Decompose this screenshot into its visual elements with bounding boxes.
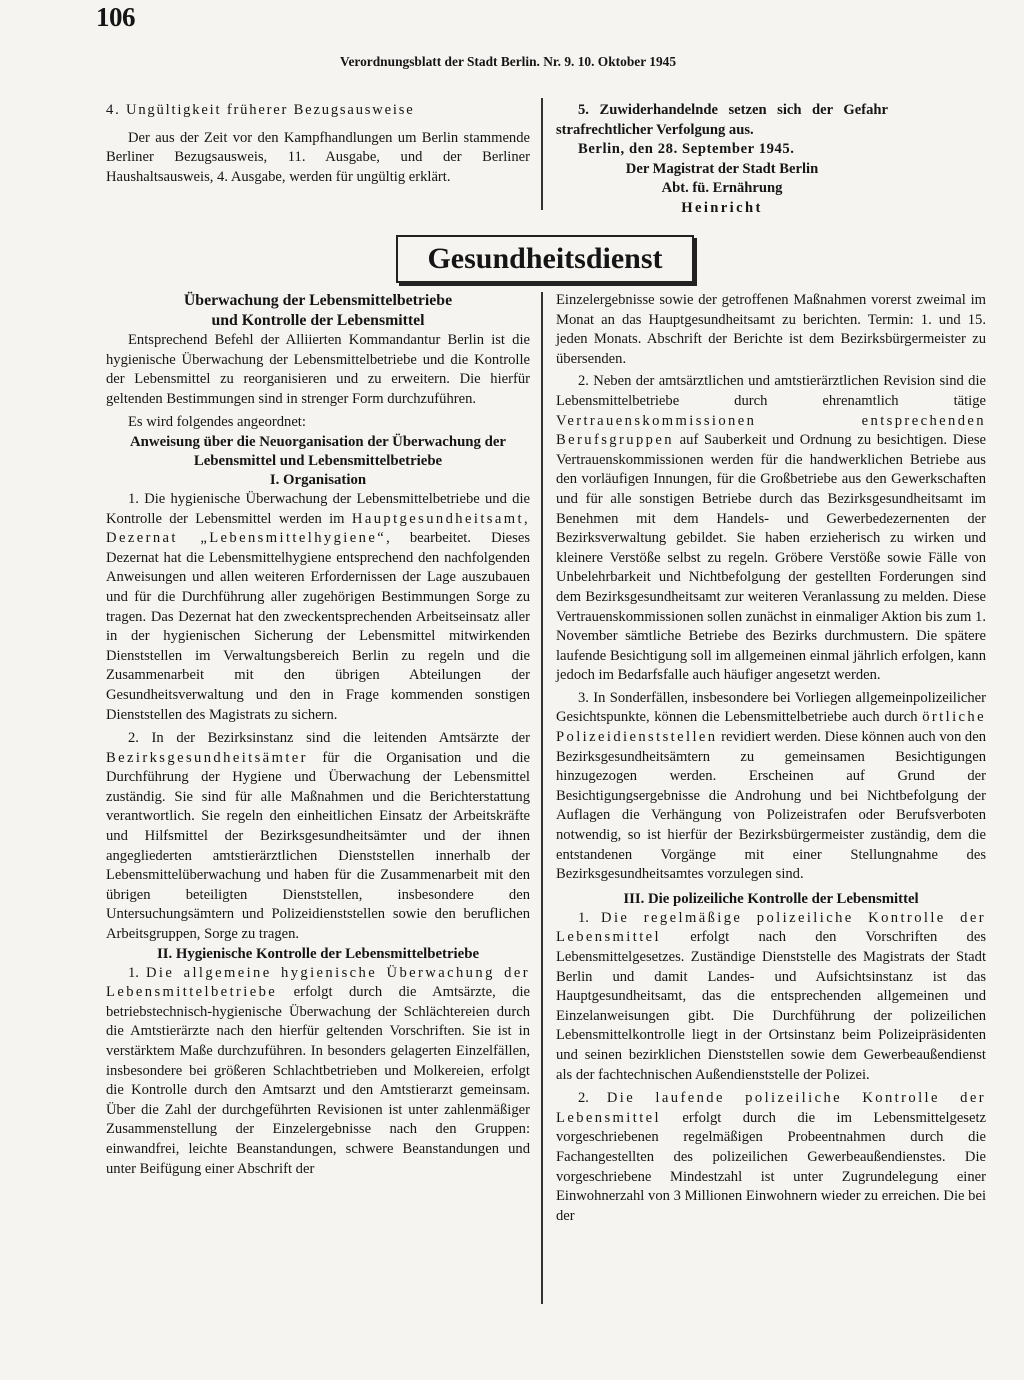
issuing-authority: Der Magistrat der Stadt Berlin (625, 160, 819, 177)
item-heading: 4. Ungültigkeit früherer Bezugsausweise (106, 102, 415, 118)
section-2-paragraph-1 (106, 964, 530, 1180)
article-title-line2: und Kontrolle der Lebensmittel (211, 312, 425, 329)
text-run: revidiert werden. Diese können auch von den Bezirksgesundheitsämtern zu gemeinsamen Besichtigungen hinzugezogen werden. Erscheinen auf Grund der Besichtigungsergebnisse die Androhung und bei Nichtbefolgung der Auflagen die Verhängung von Polizeistrafen oder Berufsverboten notwendig, so ist hierfür der Bezirksbürgermeister zuständig, dem die entstandenen Vorgänge mit einer Stellungnahme des Bezirksgesundheitsamtes vorzulegen sind. (556, 729, 986, 883)
text-run: 3. In Sonderfällen, insbesondere bei Vorliegen allgemeinpolizeilicher Gesichtspunkte, können die Lebensmittelbetriebe auch durch (556, 689, 986, 726)
section-2-paragraph-1-continued: Einzelergebnisse sowie der getroffenen Maßnahmen vorerst zweimal im Monat an das Hauptgesundheitsamt zu berichten. Termin: 1. und 15. jeden Monats. Abschrift der Berichte ist dem Bezirksbürgermeister zu übersenden. (556, 292, 986, 367)
section-1-heading: I. Organisation (269, 471, 367, 488)
spaced-text: Die regelmäßige polizeiliche Kontrolle der Lebensmittel (556, 909, 986, 946)
top-left-column (106, 101, 530, 187)
section-1-paragraph-2 (106, 729, 530, 945)
intro-paragraph: Entsprechend Befehl der Alliierten Kommandantur Berlin ist die hygienische Überwachung der Lebensmittelbetriebe und die Kontrolle der Lebensmittel zu reorganisieren und zu erweitern. Die hierfür geltenden Bestimmungen sind in strenger Form durchzuführen. (106, 332, 530, 407)
instruction-title: Anweisung über die Neuorganisation der Überwachung der Lebensmittel und Lebensmittelbetriebe (130, 433, 506, 469)
section-3-heading: III. Die polizeiliche Kontrolle der Lebensmittel (623, 890, 919, 907)
left-column (106, 291, 530, 1179)
top-right-column (556, 101, 888, 219)
spaced-text: örtliche Polizeidienststellen (556, 709, 986, 746)
spaced-text: Die allgemeine hygienische Überwachung der Lebensmittelbetriebe (106, 964, 530, 1001)
text-run: für die Organisation und die Durchführung der Hygiene und Überwachung der Lebensmittel zuständig. Sie sind für alle Maßnahmen und die Berichterstattung verantwortlich. Sie regeln den einheitlichen Einsatz der Arbeitskräfte und Hilfsmittel der Bezirksgesundheitsämter und der ihnen angegliederten amtstierärztlichen Dienststellen innerhalb der Lebensmittelüberwachung und haben für die Zusammenarbeit mit den übrigen beteiligten Dienststellen, insbesondere den Untersuchungsämtern und Polizeidienststellen sowie den beruflichen Arbeitsgruppen, Sorge zu tragen. (106, 749, 530, 943)
section-2-paragraph-3 (556, 689, 986, 885)
column-divider-top (541, 98, 543, 210)
page-number: 106 (96, 2, 135, 32)
place-date: Berlin, den 28. September 1945. (578, 141, 795, 158)
article-title-line1: Überwachung der Lebensmittelbetriebe (183, 292, 453, 309)
section-2-heading: II. Hygienische Kontrolle der Lebensmittelbetriebe (156, 945, 480, 962)
article-title (106, 291, 530, 331)
text-run: 1. (128, 964, 146, 981)
item-body: Der aus der Zeit vor den Kampfhandlungen um Berlin stammende Berliner Bezugsausweis, 11. Ausgabe, und der Berliner Haushaltsausweis, 4. Ausgabe, werden für ungültig erklärt. (106, 129, 530, 185)
department: Abt. fü. Ernährung (661, 180, 783, 197)
column-divider (541, 292, 543, 1304)
right-column (556, 291, 986, 1226)
spaced-text: Die laufende polizeiliche Kontrolle der Lebensmittel (556, 1090, 987, 1126)
text-run: 1. (578, 909, 602, 926)
section-3-paragraph-2 (556, 1089, 986, 1226)
text-run: 2. Neben der amtsärztlichen und amtstierärztlichen Revision sind die Lebensmittelbetriebe durch ehrenamtlich tätige (556, 373, 986, 409)
penalty-clause: 5. Zuwiderhandelnde setzen sich der Gefahr strafrechtlicher Verfolgung aus. (556, 102, 888, 138)
text-run: erfolgt durch die Amtsärzte, die betriebstechnisch-hygienische Überwachung der Schlächtereien durch die Amtstierärzte nach den hierfür geltenden Vorschriften. Sie ist in verstärktem Maße durchzuführen. In besonders gelagerten Einzelfällen, insbesondere bei größeren Schlachtbetrieben und Molkereien, erfolgt die Kontrolle durch den Amtsarzt und den Amtstierarzt gemeinsam. Über die Zahl der durchgeführten Revisionen ist unter zahlenmäßiger Zusammenstellung der Einzelergebnisse nach den Gruppen: einwandfrei, leichte Beanstandungen, schwere Beanstandungen und unter Beifügung einer Abschrift der (106, 984, 530, 1177)
section-2-paragraph-2 (556, 372, 986, 686)
text-run: auf Sauberkeit und Ordnung zu besichtigen. Diese Vertrauenskommissionen werden für die handwerklichen Betriebe aus den vorläufigen Innungen, für die Großbetriebe aus den Gewerkschaften und für alle sonstigen Betriebe durch das Bezirksgesundheitsamt im Benehmen mit dem Handels- und Gewerbedezernenten der Bezirksverwaltung gebildet. Sie haben erzieherisch zu wirken und kleinere Verstöße selbst zu regeln. Gröbere Verstöße sowie Fälle von Unbelehrbarkeit und Nichtbefolgung der gestellten Forderungen sind dem Bezirksgesundheitsamt zur weiteren Veranlassung zu melden. Diese Vertrauenskommissionen sollen zunächst in einmaliger Aktion bis zum 1. November sämtliche Betriebe des Bezirks durchmustern. Die spätere laufende Besichtigung soll im allgemeinen einmal jährlich erfolgen, kann jedoch im Bedarfsfalle auch häufiger angesetzt werden. (556, 432, 986, 684)
spaced-text: Vertrauenskommissionen entsprechenden Berufsgruppen (556, 412, 986, 449)
text-run: 2. (578, 1090, 607, 1107)
section-3-paragraph-1 (556, 909, 986, 1085)
spaced-text: Hauptgesundheitsamt, Dezernat „Lebensmittelhygiene“ (106, 510, 530, 547)
ordered-line: Es wird folgendes angeordnet: (128, 414, 306, 431)
running-head: Verordnungsblatt der Stadt Berlin. Nr. 9. 10. Oktober 1945 (340, 54, 677, 69)
text-run: erfolgt nach den Vorschriften des Lebensmittelgesetzes. Zuständige Dienststelle des Magistrats der Stadt Berlin und damit Landes- und Aufsichtsinstanz ist das Hauptgesundheitsamt, das die entsprechenden allgemeinen und Einzelanweisungen gibt. Die Durchführung der polizeilichen Lebensmittelkontrolle liegt in der Ortsinstanz beim Polizeipräsidenten und seinen bezirklichen Dienststellen sowie dem Gewerbeaußendienst als der fachtechnischen Außendienststelle der Polizei. (556, 929, 986, 1083)
spaced-text: Bezirksgesundheitsämter (106, 749, 308, 766)
text-run: 2. In der Bezirksinstanz sind die leitenden Amtsärzte der (128, 730, 530, 747)
text-run: erfolgt durch die im Lebensmittelgesetz vorgeschriebenen regelmäßigen Probeentnahmen durch die Fachangestellten des polizeilichen Gewerbeaußendienstes. Die vorgeschriebene Mindestzahl ist unter Zugrundelegung einer Einwohnerzahl von 3 Millionen Einwohnern wieder zu erreichen. Die bei der (556, 1109, 986, 1224)
section-1-paragraph-1 (106, 490, 530, 725)
section-title: Gesundheitsdienst (396, 235, 694, 283)
text-run: 1. Die hygienische Überwachung der Lebensmittelbetriebe und die Kontrolle der Lebensmittel werden im (106, 490, 530, 527)
signature: Heinricht (681, 199, 763, 216)
text-run: , bearbeitet. Dieses Dezernat hat die Lebensmittelhygiene entsprechend den nachfolgenden Anweisungen und allen weiteren Erfordernissen der Lage auszubauen und für die Durchführung aller zugehörigen Bestimmungen Sorge zu tragen. Das Dezernat hat den zweckentsprechenden Arbeitseinsatz aller in der hygienischen Sicherung der Lebensmittel mitwirkenden Dienststellen im Verwaltungsbereich Berlin zu regeln und die Zusammenarbeit mit den übrigen Abteilungen der Gesundheitsverwaltung und den in Frage kommenden sonstigen Dienststellen des Magistrats zu sichern. (106, 530, 530, 723)
